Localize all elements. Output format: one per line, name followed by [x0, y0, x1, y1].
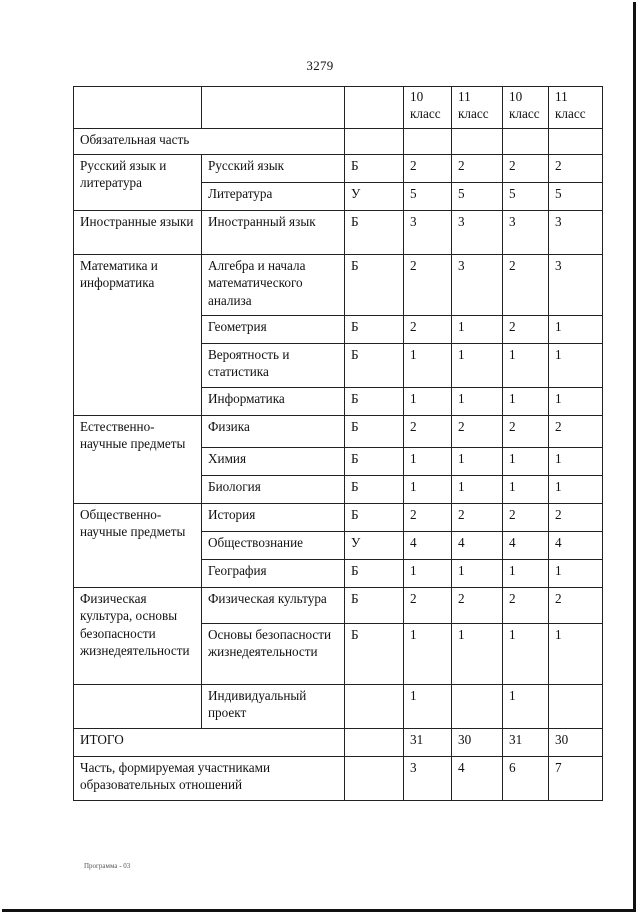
subject-name: Информатика: [202, 388, 345, 416]
level-cell: Б: [345, 388, 404, 416]
hours-cell: 1: [503, 624, 549, 685]
hours-cell: 6: [503, 757, 549, 801]
subject-name: Иностранный язык: [202, 211, 345, 255]
empty-cell: [345, 685, 404, 729]
hours-cell: 3: [404, 757, 452, 801]
subject-name: Геометрия: [202, 316, 345, 344]
total-hours-cell: 30: [452, 729, 503, 757]
grade-header-cell: [404, 87, 452, 129]
hours-cell: 1: [452, 624, 503, 685]
hours-cell: 2: [503, 255, 549, 316]
grade-number: 10: [410, 89, 424, 104]
level-cell: У: [345, 183, 404, 211]
curriculum-table: [73, 86, 603, 801]
grade-header-cell: [503, 87, 549, 129]
grade-word: класс: [509, 105, 540, 121]
hours-cell: 2: [404, 255, 452, 316]
grade-number: 10: [509, 89, 523, 104]
hours-cell: 5: [503, 183, 549, 211]
subject-area: Общественно-научные предметы: [74, 504, 202, 588]
hours-cell: 1: [404, 560, 452, 588]
table-header-row: [74, 87, 603, 129]
hours-cell: 2: [404, 155, 452, 183]
empty-cell: [74, 685, 202, 729]
hours-cell: 5: [452, 183, 503, 211]
empty-cell: [345, 729, 404, 757]
subject-name: Химия: [202, 448, 345, 476]
hours-cell: 1: [549, 448, 603, 476]
hours-cell: [452, 685, 503, 729]
grade-word: класс: [458, 105, 489, 121]
level-cell: Б: [345, 560, 404, 588]
hours-cell: 1: [404, 388, 452, 416]
total-hours-cell: 31: [503, 729, 549, 757]
level-cell: Б: [345, 155, 404, 183]
empty-cell: [404, 129, 452, 155]
table-row: [74, 416, 603, 448]
hours-cell: 1: [452, 448, 503, 476]
subject-name: Физика: [202, 416, 345, 448]
grade-word: класс: [410, 105, 441, 121]
hours-cell: 5: [549, 183, 603, 211]
hours-cell: 1: [404, 448, 452, 476]
level-cell: Б: [345, 504, 404, 532]
hours-cell: 5: [404, 183, 452, 211]
page-number: 3279: [306, 58, 334, 73]
subject-name: Индивидуальный проект: [202, 685, 345, 729]
table-row: [74, 588, 603, 624]
subject-name: Основы безопасности жизнедеятельности: [202, 624, 345, 685]
grade-number: 11: [458, 89, 471, 104]
hours-cell: 1: [503, 344, 549, 388]
level-cell: Б: [345, 476, 404, 504]
hours-cell: 2: [452, 504, 503, 532]
total-hours-cell: 30: [549, 729, 603, 757]
subject-area: Иностранные языки: [74, 211, 202, 255]
hours-cell: 4: [452, 757, 503, 801]
subject-name: История: [202, 504, 345, 532]
hours-cell: 1: [549, 624, 603, 685]
hours-cell: 7: [549, 757, 603, 801]
level-cell: У: [345, 532, 404, 560]
level-cell: Б: [345, 316, 404, 344]
hours-cell: 2: [549, 504, 603, 532]
hours-cell: 1: [452, 476, 503, 504]
hours-cell: 3: [452, 211, 503, 255]
hours-cell: 1: [452, 388, 503, 416]
subject-area: Русский язык и литература: [74, 155, 202, 211]
header-empty-cell: [74, 87, 202, 129]
grade-number: 11: [555, 89, 568, 104]
hours-cell: 3: [549, 255, 603, 316]
hours-cell: 2: [503, 588, 549, 624]
hours-cell: 1: [503, 476, 549, 504]
hours-cell: 1: [549, 388, 603, 416]
hours-cell: 1: [404, 344, 452, 388]
hours-cell: 1: [404, 624, 452, 685]
empty-cell: [503, 129, 549, 155]
table-row: [74, 504, 603, 532]
section-title: Обязательная часть: [74, 129, 345, 155]
hours-cell: 3: [503, 211, 549, 255]
hours-cell: 2: [549, 588, 603, 624]
hours-cell: 1: [549, 344, 603, 388]
grade-word: класс: [555, 105, 586, 121]
hours-cell: 4: [503, 532, 549, 560]
hours-cell: 1: [404, 685, 452, 729]
level-cell: Б: [345, 211, 404, 255]
hours-cell: 2: [503, 155, 549, 183]
hours-cell: 2: [452, 588, 503, 624]
table-row: [74, 155, 603, 183]
subject-name: География: [202, 560, 345, 588]
hours-cell: 2: [404, 588, 452, 624]
hours-cell: 1: [404, 476, 452, 504]
total-label: ИТОГО: [74, 729, 345, 757]
subject-area: Математика и информатика: [74, 255, 202, 416]
hours-cell: 1: [549, 316, 603, 344]
hours-cell: 4: [404, 532, 452, 560]
empty-cell: [452, 129, 503, 155]
subject-name: Обществознание: [202, 532, 345, 560]
empty-cell: [345, 757, 404, 801]
subject-name: Вероятность и статистика: [202, 344, 345, 388]
subject-name: Русский язык: [202, 155, 345, 183]
hours-cell: 1: [452, 316, 503, 344]
subject-name: Алгебра и начала математического анализа: [202, 255, 345, 316]
hours-cell: 1: [503, 448, 549, 476]
subject-name: Биология: [202, 476, 345, 504]
table-row: [74, 255, 603, 316]
hours-cell: 1: [452, 344, 503, 388]
total-hours-cell: 31: [404, 729, 452, 757]
hours-cell: 2: [404, 316, 452, 344]
level-cell: Б: [345, 624, 404, 685]
hours-cell: 2: [503, 416, 549, 448]
hours-cell: [549, 685, 603, 729]
hours-cell: 1: [503, 560, 549, 588]
section-row: [74, 129, 603, 155]
empty-cell: [345, 129, 404, 155]
header-empty-cell: [345, 87, 404, 129]
hours-cell: 2: [549, 416, 603, 448]
footer-note: Программа - 03: [84, 862, 131, 870]
subject-area: Естественно-научные предметы: [74, 416, 202, 504]
hours-cell: 2: [503, 316, 549, 344]
header-empty-cell: [202, 87, 345, 129]
hours-cell: 2: [404, 504, 452, 532]
hours-cell: 1: [452, 560, 503, 588]
level-cell: Б: [345, 344, 404, 388]
hours-cell: 4: [549, 532, 603, 560]
subject-area: Физическая культура, основы безопасности жизнедеятельности: [74, 588, 202, 685]
hours-cell: 3: [404, 211, 452, 255]
table-row: [74, 685, 603, 729]
total-row: [74, 729, 603, 757]
grade-header-cell: [452, 87, 503, 129]
hours-cell: 2: [404, 416, 452, 448]
grade-header-cell: [549, 87, 603, 129]
hours-cell: 1: [549, 476, 603, 504]
hours-cell: 3: [549, 211, 603, 255]
level-cell: Б: [345, 416, 404, 448]
subject-name: Физическая культура: [202, 588, 345, 624]
hours-cell: 1: [503, 388, 549, 416]
empty-cell: [549, 129, 603, 155]
hours-cell: 2: [452, 416, 503, 448]
level-cell: Б: [345, 588, 404, 624]
hours-cell: 1: [503, 685, 549, 729]
table-row: [74, 211, 603, 255]
level-cell: Б: [345, 448, 404, 476]
subject-name: Литература: [202, 183, 345, 211]
participants-label: Часть, формируемая участниками образовательных отношений: [74, 757, 345, 801]
hours-cell: 2: [503, 504, 549, 532]
hours-cell: 2: [549, 155, 603, 183]
hours-cell: 2: [452, 155, 503, 183]
level-cell: Б: [345, 255, 404, 316]
hours-cell: 3: [452, 255, 503, 316]
hours-cell: 4: [452, 532, 503, 560]
hours-cell: 1: [549, 560, 603, 588]
participants-row: [74, 757, 603, 801]
